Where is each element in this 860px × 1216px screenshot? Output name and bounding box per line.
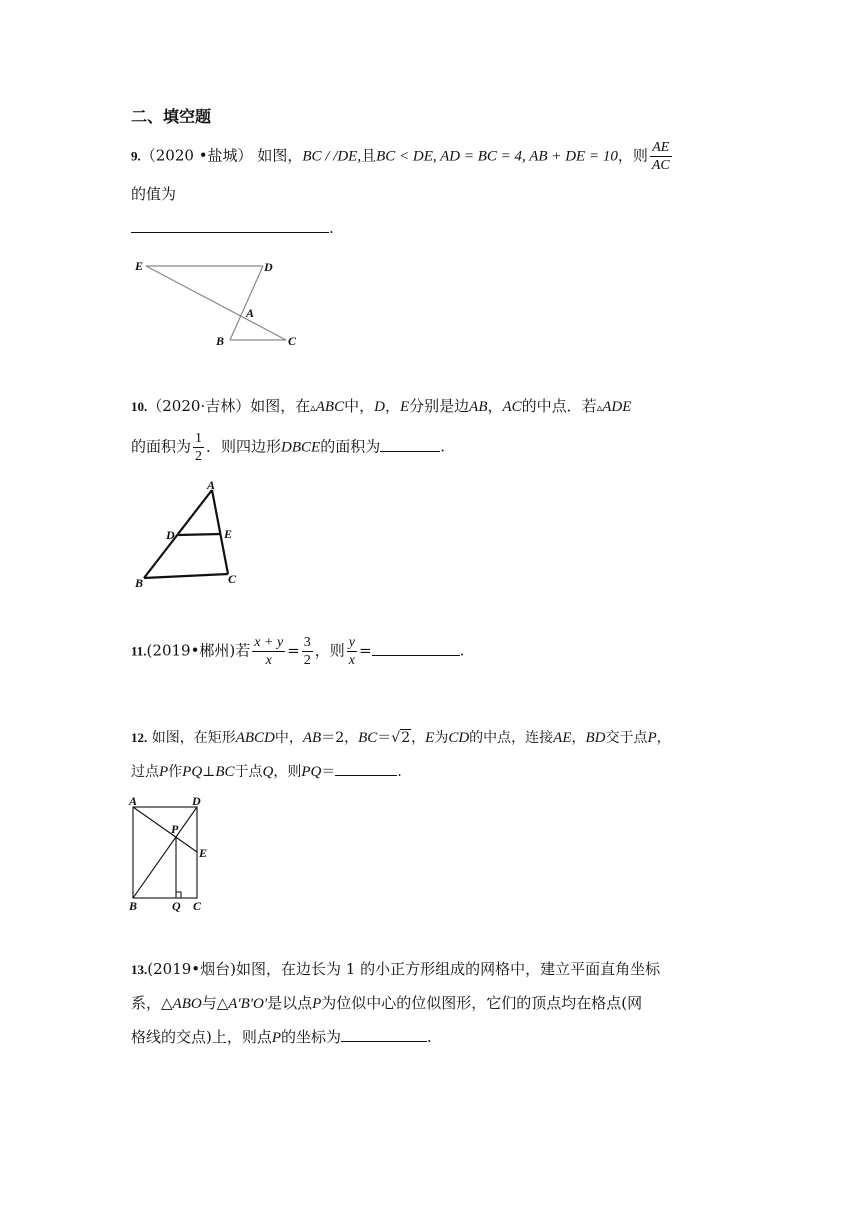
label-B: B [216, 334, 225, 348]
question-number: 13. [131, 962, 148, 977]
label-B: B [135, 576, 144, 590]
fraction: $\frac{3}{2}$ [303, 635, 311, 668]
question-source: （2020 •盐城） [140, 146, 253, 165]
answer-blank-11[interactable] [372, 641, 460, 656]
fraction: $\frac{x + y}{x}$ [254, 635, 284, 668]
figure-q10 [130, 478, 250, 593]
figure-q9 [130, 255, 310, 355]
question-number: 11. [131, 643, 147, 659]
question-number: 9. [131, 148, 141, 164]
question-9-line-1 [131, 139, 674, 174]
answer-blank-9[interactable]: . [131, 218, 334, 238]
label-Q: Q [172, 899, 181, 913]
fraction: $\frac{y}{x}$ [348, 635, 355, 668]
question-13-line-3: 格线的交点)上，则点P的坐标为 . [131, 1028, 432, 1046]
question-source: （2020·吉林） [147, 397, 251, 415]
question-source: (2019•烟台) [147, 960, 236, 978]
section-title: 二、填空题 [131, 107, 212, 126]
label-E: E [199, 846, 208, 860]
label-A: A [207, 478, 216, 492]
fraction: $\frac{1}{2}$ [195, 431, 203, 464]
math-expression: BC / /DE, [302, 148, 362, 165]
question-12-line-2: 过点P作PQ⊥BC于点Q，则PQ＝ . [131, 761, 402, 782]
sqrt-expression: √2 [391, 730, 411, 746]
question-11: 11.(2019•郴州)若 $\frac{x + y}{x}$ = $\frac{3}{2}$ ，则 $\frac{y}{x}$ = . [131, 635, 465, 668]
question-number: 12. [131, 730, 148, 745]
question-number: 10. [131, 399, 148, 414]
label-C: C [193, 899, 202, 913]
question-9-line-2: 的值为 [131, 185, 177, 203]
label-D: D [166, 528, 175, 542]
question-text: ，则 [617, 146, 648, 165]
math-expression: BC < DE, AD = BC = 4, AB + DE = 10 [376, 148, 618, 165]
question-10-line-1: 10.（2020·吉林）如图，在▵ABC中，D，E分别是边AB，AC的中点．若▵ADE [131, 397, 632, 415]
label-C: C [288, 334, 297, 348]
figure-q12 [125, 793, 220, 915]
label-A: A [129, 794, 138, 808]
label-B: B [129, 899, 138, 913]
answer-blank-10[interactable] [380, 437, 440, 452]
label-E: E [135, 259, 144, 273]
label-D: D [264, 260, 273, 274]
label-P: P [171, 822, 179, 836]
question-text: 且 [361, 146, 377, 165]
question-text: 如图， [257, 146, 303, 165]
label-A: A [246, 306, 255, 320]
question-13-line-1: 13.(2019•烟台)如图，在边长为 1 的小正方形组成的网格中，建立平面直角坐标 [131, 960, 661, 978]
question-10-line-2: 的面积为 $\frac{1}{2}$ ．则四边形DBCE的面积为 . [131, 431, 445, 464]
answer-blank-13[interactable] [341, 1027, 427, 1042]
label-E: E [224, 527, 233, 541]
label-C: C [228, 572, 237, 586]
answer-blank-12[interactable] [335, 761, 397, 776]
question-source: (2019•郴州) [146, 641, 236, 660]
fraction: $\frac{AE}{AC}$ [651, 140, 670, 173]
question-12-line-1: 12. 如图，在矩形ABCD中，AB＝2，BC＝√2，E为CD的中点，连接AE，BD交于点P， [131, 730, 671, 746]
label-D: D [192, 794, 201, 808]
question-13-line-2: 系，△ABO与△A'B'O'是以点P为位似中心的位似图形，它们的顶点均在格点(网 [131, 994, 643, 1012]
